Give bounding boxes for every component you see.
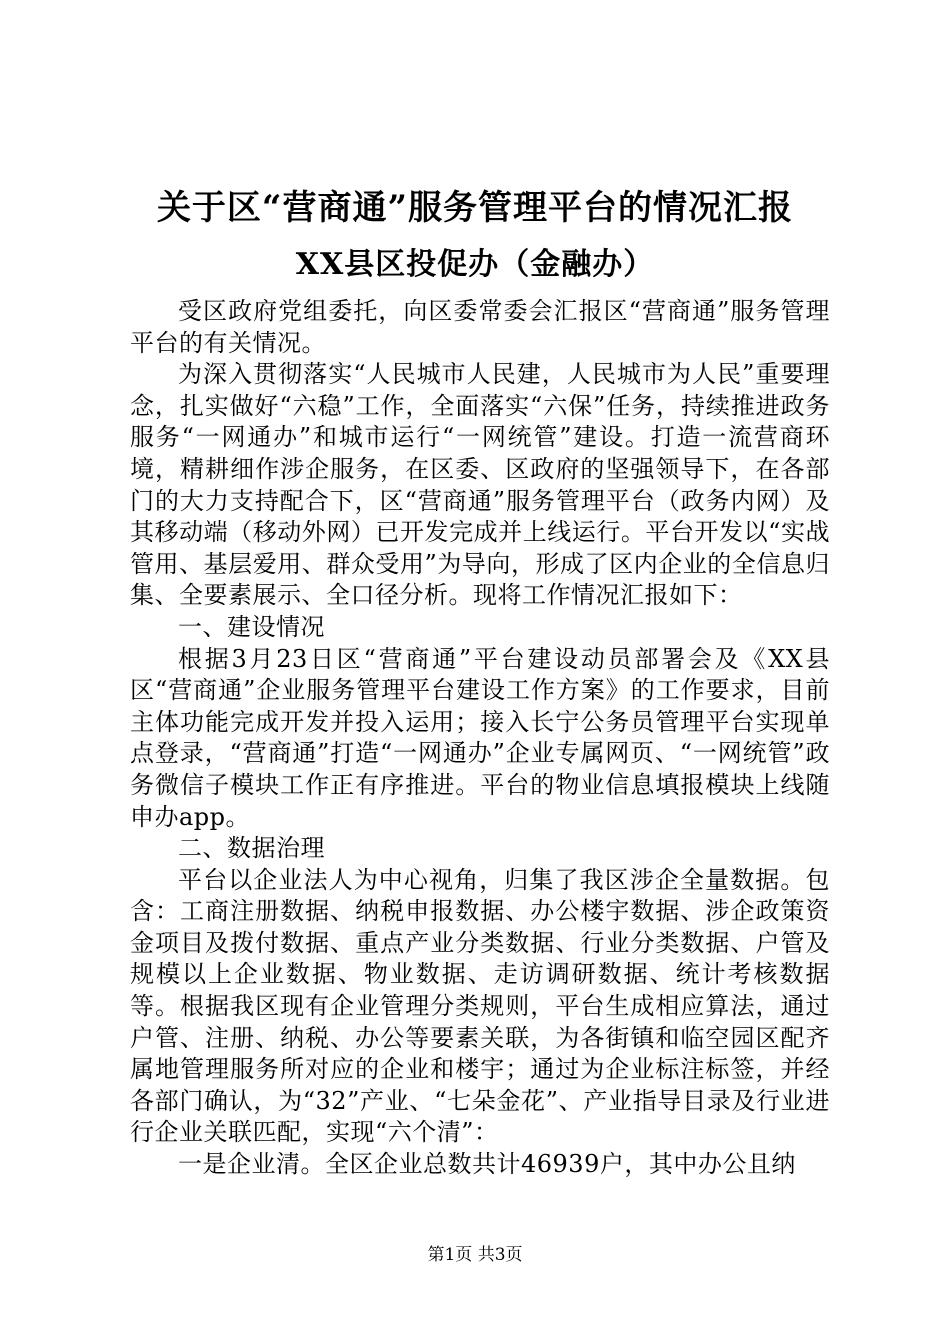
- page-footer: 第1页 共3页: [427, 1245, 523, 1265]
- paragraph-enterprise-clear: 一是企业清。全区企业总数共计46939户，其中办公且纳: [178, 1150, 796, 1179]
- section-heading-construction: 一、建设情况: [178, 612, 325, 641]
- document-title: 关于区“营商通”服务管理平台的情况汇报: [156, 188, 794, 228]
- document-subtitle: XX县区投促办（金融办）: [295, 247, 655, 282]
- paragraph-construction: 根据3月23日区“营商通”平台建设动员部署会及《XX县区“营商通”企业服务管理平台建设工作方案》的工作要求，目前主体功能完成开发并投入运用；接入长宁公务员管理平台实现单点登录，“营商通”打造“一网通办”企业专属网页、“一网统管”政务微信子模块工作正有序推进。平台的物业信息填报模块上线随申办app。: [130, 644, 830, 831]
- section-heading-data-governance: 二、数据治理: [178, 834, 325, 863]
- paragraph-intro: 受区政府党组委托，向区委常委会汇报区“营商通”服务管理平台的有关情况。: [130, 297, 830, 357]
- paragraph-background: 为深入贯彻落实“人民城市人民建，人民城市为人民”重要理念，扎实做好“六稳”工作，全面落实“六保”任务，持续推进政务服务“一网通办”和城市运行“一网统管”建设。打造一流营商环境，精耕细作涉企服务，在区委、区政府的坚强领导下，在各部门的大力支持配合下，区“营商通”服务管理平台（政务内网）及其移动端（移动外网）已开发完成并上线运行。平台开发以“实战管用、基层爱用、群众受用”为导向，形成了区内企业的全信息归集、全要素展示、全口径分析。现将工作情况汇报如下：: [130, 360, 830, 610]
- document-body: [130, 296, 830, 1181]
- paragraph-data-governance: 平台以企业法人为中心视角，归集了我区涉企全量数据。包含：工商注册数据、纳税申报数据、办公楼宇数据、涉企政策资金项目及拨付数据、重点产业分类数据、行业分类数据、户管及规模以上企业数据、物业数据、走访调研数据、统计考核数据等。根据我区现有企业管理分类规则，平台生成相应算法，通过户管、注册、纳税、办公等要素关联，为各街镇和临空园区配齐属地管理服务所对应的企业和楼宇；通过为企业标注标签，并经各部门确认，为“32”产业、“七朵金花”、产业指导目录及行业进行企业关联匹配，实现“六个清”：: [130, 865, 830, 1147]
